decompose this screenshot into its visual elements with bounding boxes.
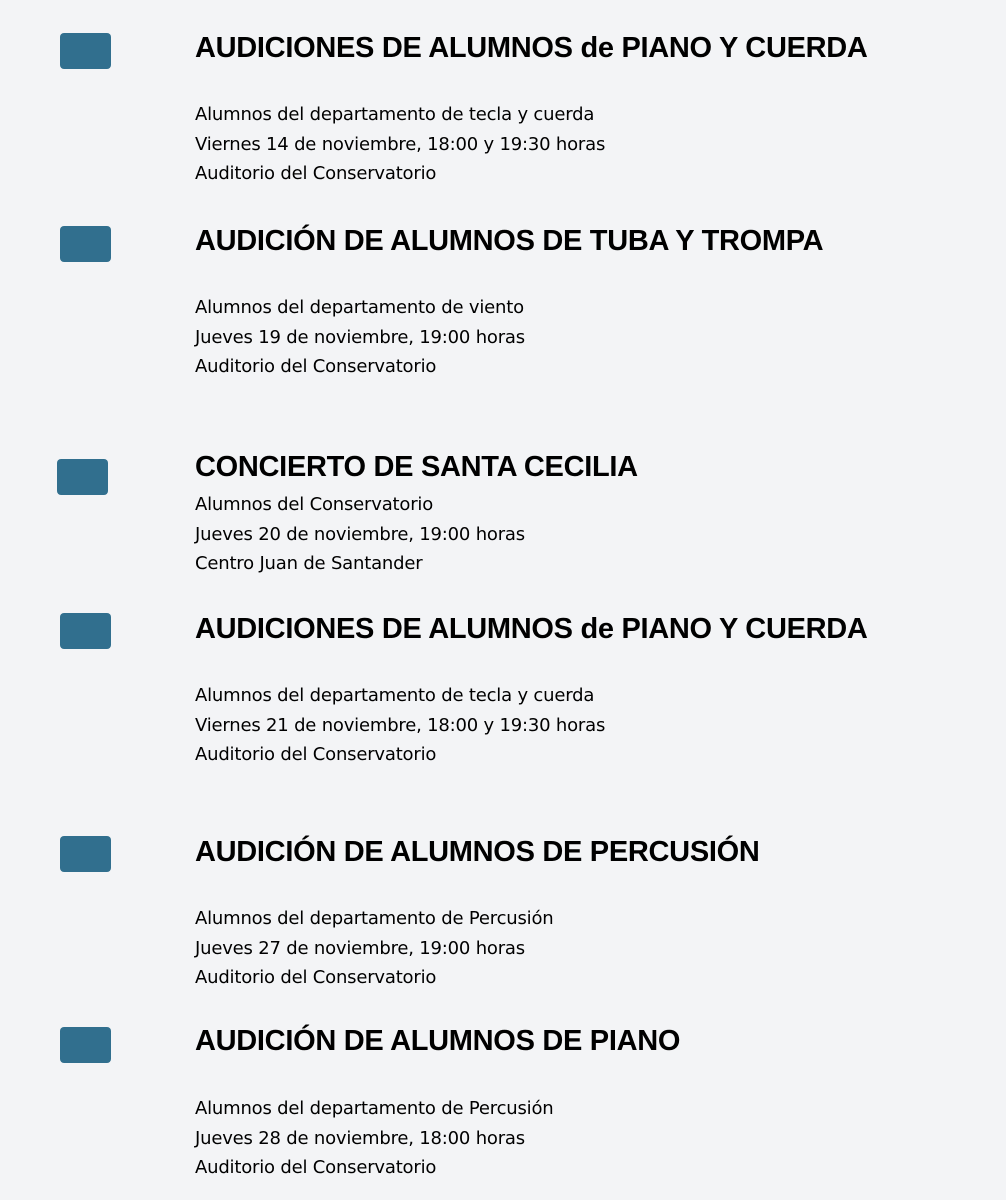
event-datetime: Viernes 14 de noviembre, 18:00 y 19:30 horas bbox=[195, 133, 606, 155]
event-details bbox=[195, 1094, 553, 1183]
event-performers: Alumnos del departamento de Percusión bbox=[195, 908, 554, 929]
event-details bbox=[195, 100, 605, 189]
event-title[interactable]: AUDICIÓN DE ALUMNOS DE PIANO bbox=[195, 1025, 681, 1057]
calendar-date-badge[interactable] bbox=[60, 226, 111, 262]
event-datetime: Viernes 21 de noviembre, 18:00 y 19:30 horas bbox=[195, 714, 606, 736]
event-datetime: Jueves 20 de noviembre, 19:00 horas bbox=[195, 523, 525, 545]
event-performers: Alumnos del departamento de Percusión bbox=[195, 1098, 554, 1119]
calendar-date-badge[interactable] bbox=[60, 836, 111, 872]
calendar-date-badge[interactable] bbox=[60, 33, 111, 69]
event-venue: Centro Juan de Santander bbox=[195, 553, 423, 574]
event-title[interactable]: AUDICIONES DE ALUMNOS de PIANO Y CUERDA bbox=[195, 32, 868, 64]
event-venue: Auditorio del Conservatorio bbox=[195, 744, 437, 765]
event-datetime: Jueves 19 de noviembre, 19:00 horas bbox=[195, 326, 525, 348]
event-title[interactable]: AUDICIÓN DE ALUMNOS DE PERCUSIÓN bbox=[195, 836, 760, 868]
event-details bbox=[195, 293, 525, 382]
event-title[interactable]: CONCIERTO DE SANTA CECILIA bbox=[195, 451, 638, 483]
event-venue: Auditorio del Conservatorio bbox=[195, 967, 437, 988]
event-performers: Alumnos del Conservatorio bbox=[195, 494, 434, 515]
event-venue: Auditorio del Conservatorio bbox=[195, 1157, 437, 1178]
event-details bbox=[195, 904, 553, 993]
calendar-date-badge[interactable] bbox=[57, 459, 108, 495]
event-venue: Auditorio del Conservatorio bbox=[195, 356, 437, 377]
event-performers: Alumnos del departamento de tecla y cuerda bbox=[195, 104, 595, 125]
event-details bbox=[195, 681, 605, 770]
event-performers: Alumnos del departamento de viento bbox=[195, 297, 524, 318]
event-details bbox=[195, 490, 525, 579]
event-datetime: Jueves 28 de noviembre, 18:00 horas bbox=[195, 1127, 525, 1149]
event-datetime: Jueves 27 de noviembre, 19:00 horas bbox=[195, 937, 525, 959]
calendar-date-badge[interactable] bbox=[60, 1027, 111, 1063]
event-title[interactable]: AUDICIÓN DE ALUMNOS DE TUBA Y TROMPA bbox=[195, 225, 824, 257]
event-venue: Auditorio del Conservatorio bbox=[195, 163, 437, 184]
calendar-date-badge[interactable] bbox=[60, 613, 111, 649]
event-title[interactable]: AUDICIONES DE ALUMNOS de PIANO Y CUERDA bbox=[195, 613, 868, 645]
event-performers: Alumnos del departamento de tecla y cuerda bbox=[195, 685, 595, 706]
